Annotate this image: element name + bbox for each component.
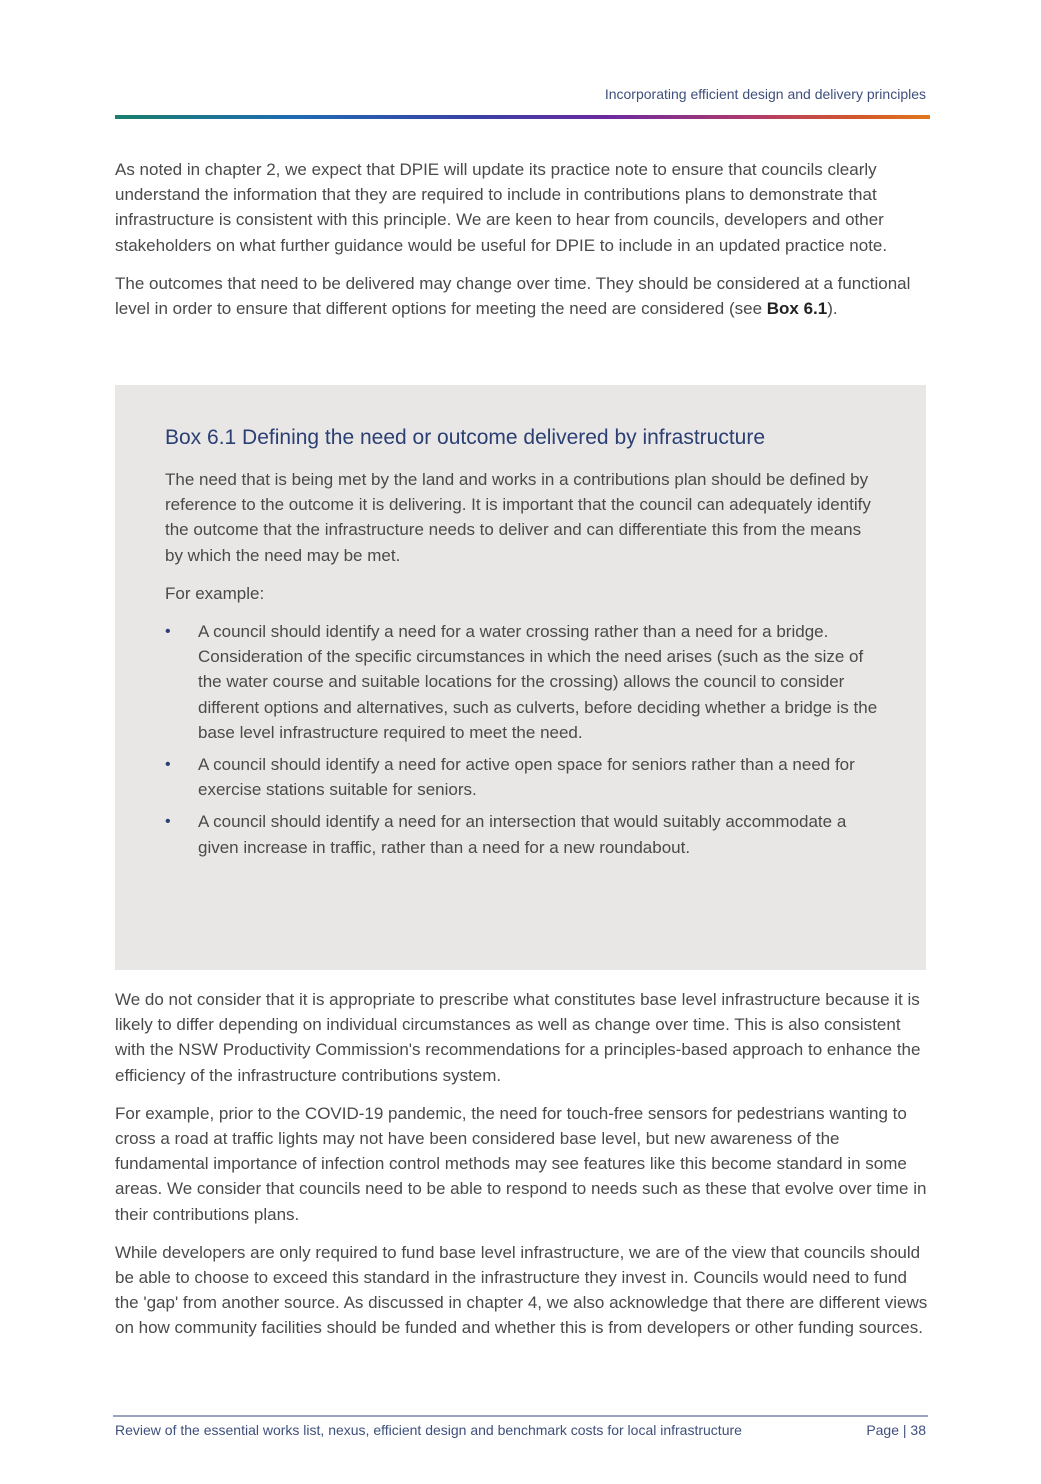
box-reference: Box 6.1 [766, 299, 828, 319]
bullet-icon: • [165, 813, 171, 831]
after-paragraph-3: While developers are only required to fund base level infrastructure, we are of the view that councils should be able to choose to exceed this standard in the infrastructure they invest in. Councils would need to fund the 'gap' from another source. As discussed in chapter 4, we also acknowledge that there are different views on how community facilities should be funded and whether this is from developers or other funding sources. [115, 1242, 928, 1338]
box-6-1 [115, 385, 926, 970]
footer-title: Review of the essential works list, nexus, efficient design and benchmark costs for local infrastructure [115, 1422, 742, 1438]
list-item [165, 809, 880, 859]
list-item [165, 619, 880, 745]
box-title: Box 6.1 Defining the need or outcome delivered by infrastructure [165, 426, 766, 449]
box-bullet-list [165, 619, 880, 860]
after-paragraph-1: We do not consider that it is appropriate to prescribe what constitutes base level infrastructure because it is likely to differ depending on individual circumstances as well as change over time. This is also consistent with the NSW Productivity Commission's recommendations for a principles-based approach to enhance the efficiency of the infrastructure contributions system. [115, 990, 921, 1085]
running-header: Incorporating efficient design and delivery principles [604, 86, 926, 102]
list-item-text: A council should identify a need for an intersection that would suitably accommodate a given increase in traffic, rather than a need for a new roundabout. [198, 812, 847, 857]
header-gradient-rule [115, 115, 930, 119]
footer-rule [113, 1415, 928, 1417]
intro-p2-end: ). [827, 299, 838, 319]
page-number: Page | 38 [866, 1422, 926, 1438]
intro-section [115, 157, 930, 334]
box-paragraph-2: For example: [165, 583, 265, 603]
intro-paragraph-2 [115, 271, 930, 321]
box-paragraph-1: The need that is being met by the land and works in a contributions plan should be defined by reference to the outcome it is delivering. It is important that the council can adequately identify the outcome that the infrastructure needs to deliver and can differentiate this from the means by which the need may be met. [165, 470, 871, 565]
list-item [165, 752, 880, 802]
intro-paragraph-1: As noted in chapter 2, we expect that DPIE will update its practice note to ensure that councils clearly understand the information that they are required to include in contributions plans to demonstrate that infrastructure is consistent with this principle. We are keen to hear from councils, developers and other stakeholders on what further guidance would be useful for DPIE to include in an updated practice note. [115, 160, 888, 255]
bullet-icon: • [165, 756, 171, 774]
after-box-section [115, 987, 930, 1354]
after-paragraph-2: For example, prior to the COVID-19 pandemic, the need for touch-free sensors for pedestrians wanting to cross a road at traffic lights may not have been considered base level, but new awareness of the fundamental importance of infection control methods may see features like this become standard in some areas. We consider that councils need to be able to respond to needs such as these that evolve over time in their contributions plans. [115, 1103, 927, 1224]
list-item-text: A council should identify a need for active open space for seniors rather than a need for exercise stations suitable for seniors. [198, 755, 855, 800]
bullet-icon: • [165, 623, 171, 641]
box-content [165, 423, 880, 867]
intro-p2-text: The outcomes that need to be delivered may change over time. They should be considered at a functional level in order to ensure that different options for meeting the need are considered (see [115, 273, 911, 319]
list-item-text: A council should identify a need for a water crossing rather than a need for a bridge. Consideration of the specific circumstances in which the need arises (such as the size of the water course and suitable locations for the crossing) allows the council to consider different options and alternatives, such as culverts, before deciding whether a bridge is the base level infrastructure required to meet the need. [198, 622, 878, 742]
